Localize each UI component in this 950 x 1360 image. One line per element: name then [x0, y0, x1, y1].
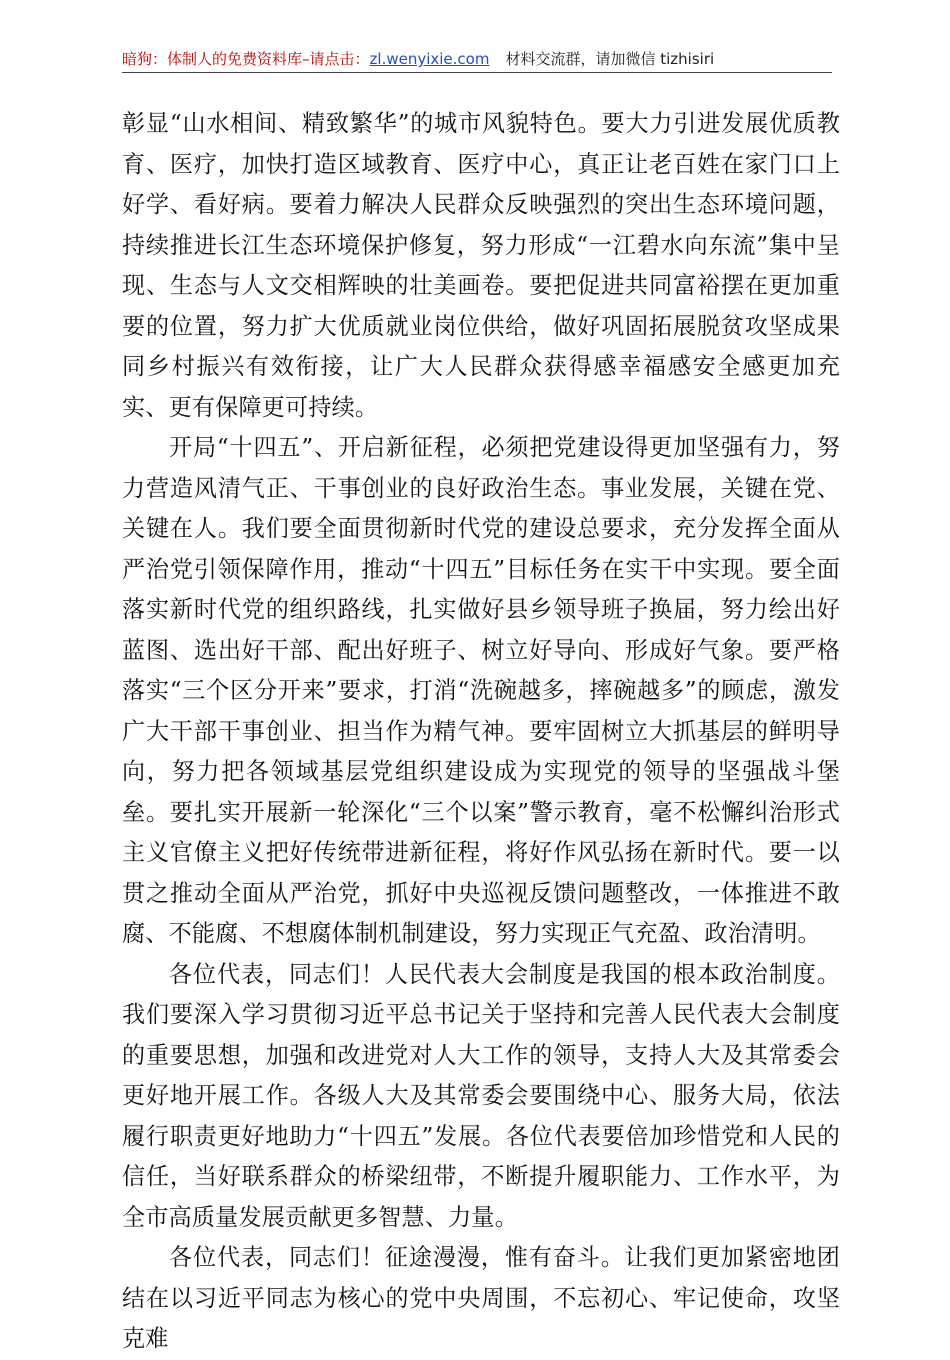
site-link[interactable]: zl.wenyixie.com — [369, 50, 490, 68]
paragraph: 彰显“山水相间、精致繁华”的城市风貌特色。要大力引进发展优质教育、医疗，加快打造区域教育、医疗中心，真正让老百姓在家门口上好学、看好病。要着力解决人民群众反映强烈的突出生态环境问题，持续推进长江生态环境保护修复，努力形成“一江碧水向东流”集中呈现、生态与人文交相辉映的壮美画卷。要把促进共同富裕摆在更加重要的位置，努力扩大优质就业岗位供给，做好巩固拓展脱贫攻坚成果同乡村振兴有效衔接，让广大人民群众获得感幸福感安全感更加充实、更有保障更可持续。 — [122, 111, 840, 421]
contact-note: 材料交流群，请加微信 tizhisiri — [505, 50, 715, 68]
header-divider — [122, 72, 832, 73]
document-body — [122, 104, 840, 1360]
paragraph: 各位代表，同志们！人民代表大会制度是我国的根本政治制度。我们要深入学习贯彻习近平总书记关于坚持和完善人民代表大会制度的重要思想，加强和改进党对人大工作的领导，支持人大及其常委会更好地开展工作。各级人大及其常委会要围绕中心、服务大局，依法履行职责更好地助力“十四五”发展。各位代表要倍加珍惜党和人民的信任，当好联系群众的桥梁纽带，不断提升履职能力、工作水平，为全市高质量发展贡献更多智慧、力量。 — [122, 961, 840, 1231]
site-name: 暗狗：体制人的免费资料库 — [122, 50, 303, 68]
link-prefix: –请点击： — [302, 50, 370, 68]
paragraph: 各位代表，同志们！征途漫漫，惟有奋斗。让我们更加紧密地团结在以习近平同志为核心的党中央周围，不忘初心、牢记使命，攻坚克难 — [122, 1245, 840, 1352]
paragraph: 开局“十四五”、开启新征程，必须把党建设得更加坚强有力，努力营造风清气正、干事创业的良好政治生态。事业发展，关键在党、关键在人。我们要全面贯彻新时代党的建设总要求，充分发挥全面从严治党引领保障作用，推动“十四五”目标任务在实干中实现。要全面落实新时代党的组织路线，扎实做好县乡领导班子换届，努力绘出好蓝图、选出好干部、配出好班子、树立好导向、形成好气象。要严格落实“三个区分开来”要求，打消“洗碗越多，摔碗越多”的顾虑，激发广大干部干事创业、担当作为精气神。要牢固树立大抓基层的鲜明导向，努力把各领域基层党组织建设成为实现党的领导的坚强战斗堡垒。要扎实开展新一轮深化“三个以案”警示教育，毫不松懈纠治形式主义官僚主义把好传统带进新征程，将好作风弘扬在新时代。要一以贯之推动全面从严治党，抓好中央巡视反馈问题整改，一体推进不敢腐、不能腐、不想腐体制机制建设，努力实现正气充盈、政治清明。 — [122, 435, 840, 947]
page-header — [122, 44, 832, 74]
